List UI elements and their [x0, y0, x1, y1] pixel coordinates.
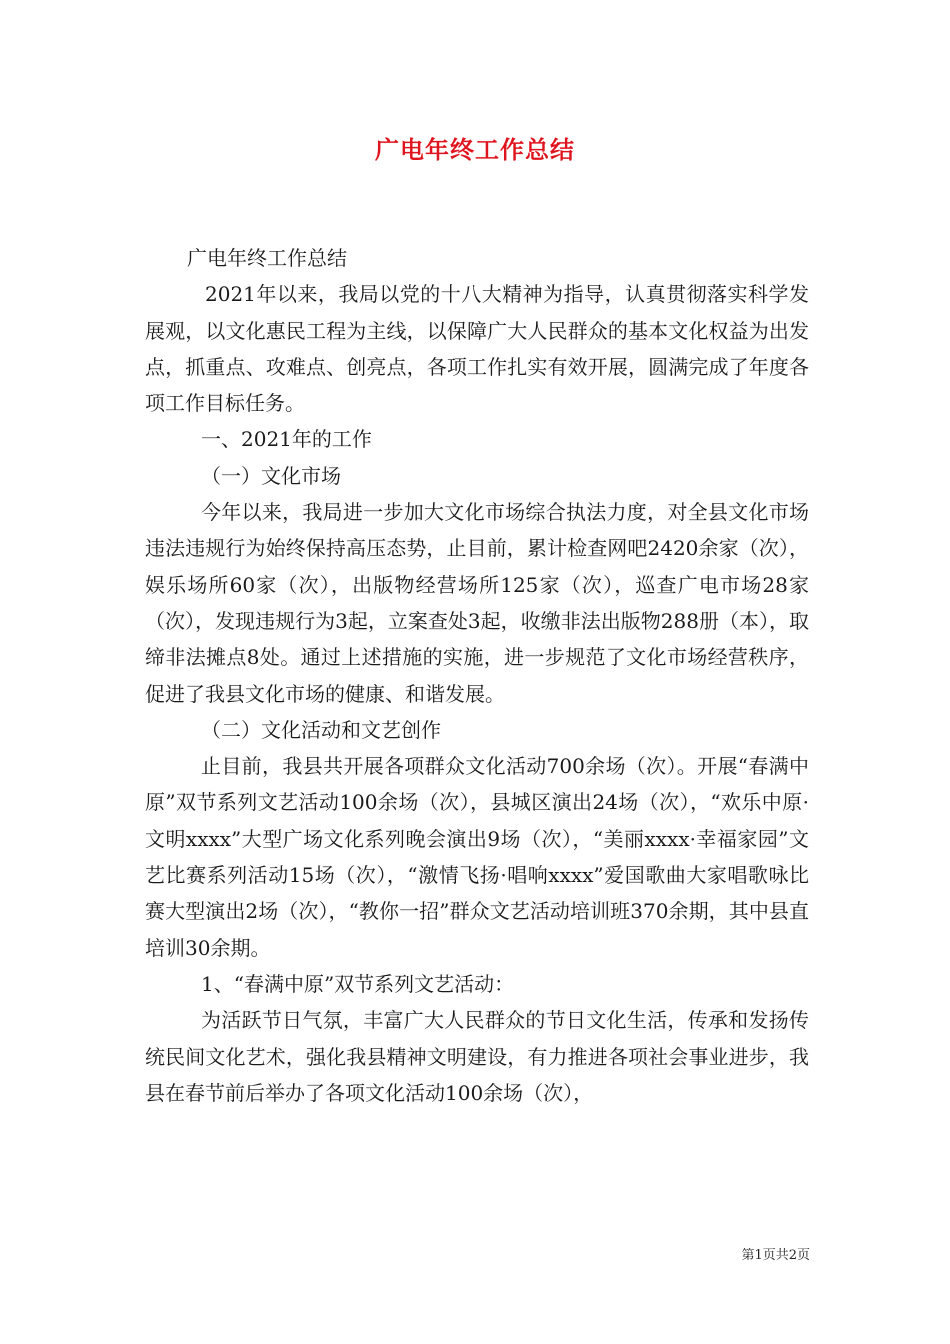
culture-activities-paragraph: 止目前，我县共开展各项群众文化活动700余场（次）。开展“春满中原”双节系列文艺活动100余场（次），县城区演出24场（次），“欢乐中原·文明xxxx”大型广场文化系列晚会演出9场（次），“美丽xxxx·幸福家园”文艺比赛系列活动15场（次），“激情飞扬·唱响xxxx”爱国歌曲大家唱歌咏比赛大型演出2场（次），“教你一招”群众文艺活动培训班370余期，其中县直培训30余期。: [145, 754, 809, 960]
intro-paragraph: 2021年以来，我局以党的十八大精神为指导，认真贯彻落实科学发展观，以文化惠民工程为主线，以保障广大人民群众的基本文化权益为出发点，抓重点、攻难点、创亮点，各项工作扎实有效开展，圆满完成了年度各项工作目标任务。: [145, 282, 809, 416]
page-number: 第1页共2页: [741, 1248, 810, 1263]
festival-activities-paragraph: 为活跃节日气氛，丰富广大人民群众的节日文化生活，传承和发扬传统民间文化艺术，强化我县精神文明建设，有力推进各项社会事业进步，我县在春节前后举办了各项文化活动100余场（次），: [145, 1008, 809, 1105]
document-body: [145, 240, 809, 1111]
section-heading: 一、2021年的工作: [201, 427, 372, 452]
subsection-heading: （一）文化市场: [201, 463, 341, 488]
document-title: 广电年终工作总结: [375, 135, 575, 164]
subsection-heading: （二）文化活动和文艺创作: [201, 717, 441, 742]
body-heading: 广电年终工作总结: [187, 246, 347, 270]
culture-market-paragraph: 今年以来，我局进一步加大文化市场综合执法力度，对全县文化市场违法违规行为始终保持高压态势，止目前，累计检查网吧2420余家（次），娱乐场所60家（次），出版物经营场所125家（次），巡查广电市场28家（次），发现违规行为3起，立案查处3起，收缴非法出版物288册（本），取缔非法摊点8处。通过上述措施的实施，进一步规范了文化市场经营秩序，促进了我县文化市场的健康、和谐发展。: [145, 500, 809, 706]
item-heading: 1、“春满中原”双节系列文艺活动：: [201, 971, 515, 996]
